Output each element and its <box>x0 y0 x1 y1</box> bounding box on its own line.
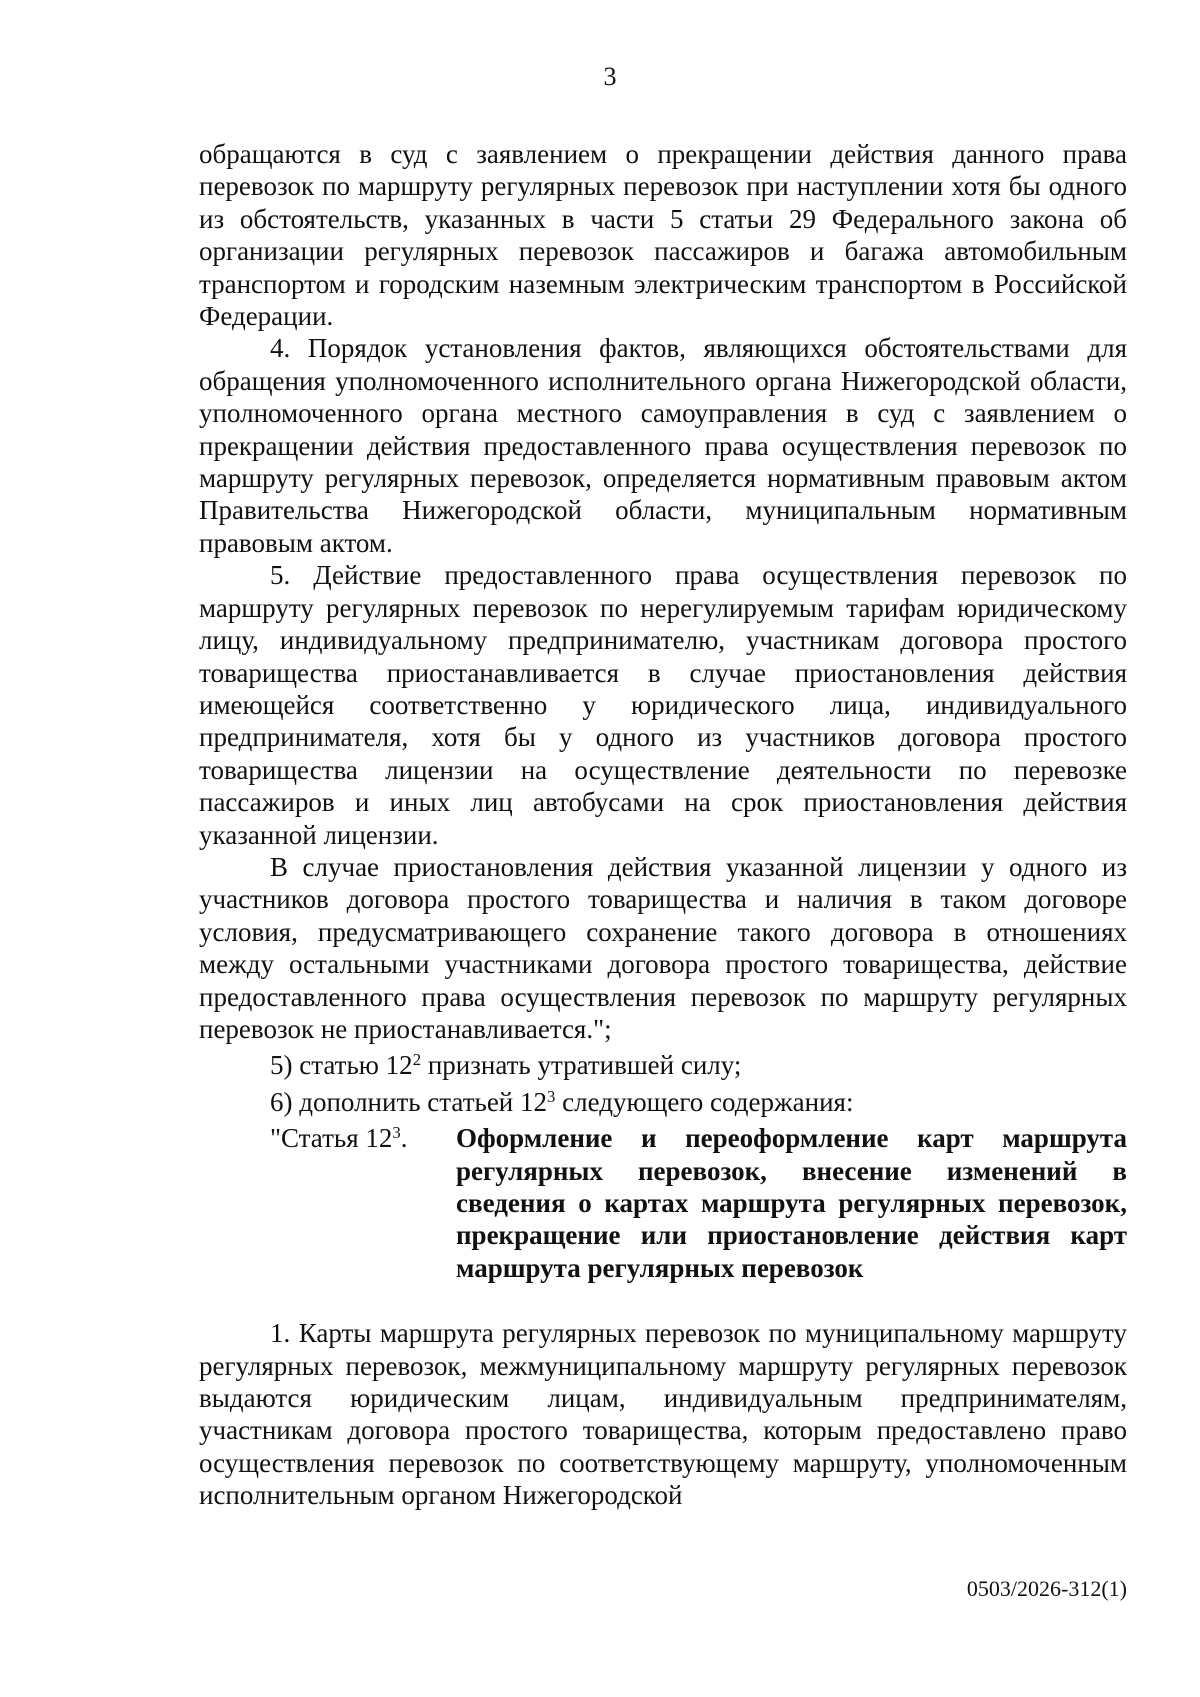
amendment-item-6 <box>199 1086 1127 1118</box>
page-number: 3 <box>603 62 617 91</box>
amendment-item-5-tail: признать утратившей силу; <box>421 1050 742 1081</box>
article-title: Оформление и переоформление карт маршрута регулярных перевозок, внесение изменений в сведения о картах маршрута регулярных перевозок, прекращение или приостановление действия карт маршрута регулярных перевозок <box>456 1123 1127 1283</box>
paragraph-license-suspension: В случае приостановления действия указанной лицензии у одного из участников договора простого товарищества и наличия в таком договоре условия, предусматривающего сохранение такого договора в отношениях между остальными участниками договора простого товарищества, действие предоставленного права осуществления перевозок по маршруту регулярных перевозок не приостанавливается."; <box>199 851 1127 1044</box>
paragraph-continuation: обращаются в суд с заявлением о прекращении действия данного права перевозок по маршруту регулярных перевозок при наступлении хотя бы одного из обстоятельств, указанных в части 5 статьи 29 Федерального закона об организации регулярных перевозок пассажиров и багажа автомобильным транспортом и городским наземным электрическим транспортом в Российской Федерации. <box>199 139 1127 332</box>
article-label-superscript: 3 <box>392 1122 401 1142</box>
amendment-item-5 <box>199 1049 1127 1081</box>
amendment-item-6-tail: следующего содержания: <box>555 1086 854 1117</box>
spacer <box>199 1284 1127 1317</box>
article-heading <box>199 1122 1127 1284</box>
article-label-dot: . <box>400 1123 408 1154</box>
amendment-item-5-superscript: 2 <box>412 1050 422 1070</box>
amendment-item-6-text: 6) дополнить статьей 12 <box>270 1086 548 1117</box>
document-body <box>199 138 1127 1512</box>
document-code: 0503/2026-312(1) <box>966 1576 1127 1601</box>
paragraph-article-item-1: 1. Карты маршрута регулярных перевозок по муниципальному маршруту регулярных перевозок, межмуниципальному маршруту регулярных перевозок выдаются юридическим лицам, индивидуальным предпринимателям, участникам договора простого товарищества, которым предоставлено право осуществления перевозок по соответствующему маршруту, уполномоченным исполнительным органом Нижегородской <box>199 1318 1127 1511</box>
article-label-text: "Статья 12 <box>270 1123 393 1154</box>
article-label <box>199 1122 456 1284</box>
amendment-item-5-text: 5) статью 12 <box>270 1050 413 1081</box>
paragraph-item-4: 4. Порядок установления фактов, являющихся обстоятельствами для обращения уполномоченного исполнительного органа Нижегородской области, уполномоченного органа местного самоуправления в суд с заявлением о прекращении действия предоставленного права осуществления перевозок по маршруту регулярных перевозок, определяется нормативным правовым актом Правительства Нижегородской области, муниципальным нормативным правовым актом. <box>199 333 1127 558</box>
amendment-item-6-superscript: 3 <box>547 1086 556 1106</box>
paragraph-item-5: 5. Действие предоставленного права осуществления перевозок по маршруту регулярных перевозок по нерегулируемым тарифам юридическому лицу, индивидуальному предпринимателю, участникам договора простого товарищества приостанавливается в случае приостановления действия имеющейся соответственно у юридического лица, индивидуального предпринимателя, хотя бы у одного из участников договора простого товарищества лицензии на осуществление деятельности по перевозке пассажиров и иных лиц автобусами на срок приостановления действия указанной лицензии. <box>199 560 1127 850</box>
